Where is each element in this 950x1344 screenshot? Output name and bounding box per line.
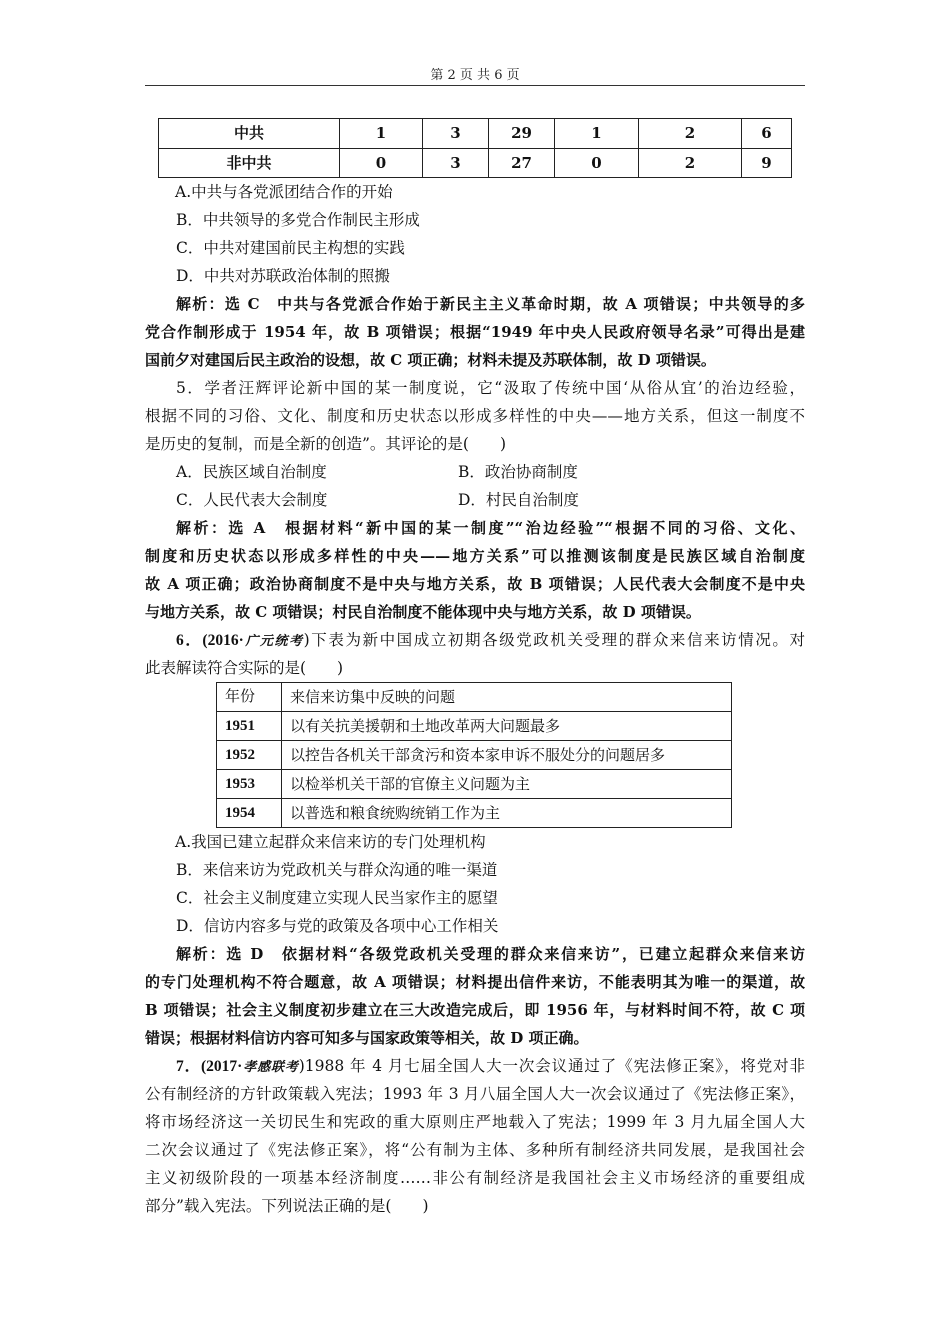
q6-explanation-line: B 项错误；社会主义制度初步建立在三大改造完成后，即 1956 年，与材料时间不符，故 C 项: [145, 1001, 805, 1019]
q5-option-c: C．人民代表大会制度: [176, 491, 328, 509]
letters-visits-table: [216, 682, 732, 828]
party-count-table: [158, 118, 792, 178]
q5-explanation-line: 与地方关系，故 C 项错误；村民自治制度不能体现中央与地方关系，故 D 项错误。: [145, 603, 701, 621]
q5-explanation-line: 制度和历史状态以形成多样性的中央——地方关系”可以推测该制度是民族区域自治制度: [145, 547, 805, 565]
table-cell: 2: [639, 119, 742, 149]
q7-stem-line: 将市场经济这一关切民生和宪政的重大原则庄严地载入了宪法；1999 年 3 月九届全国人大: [145, 1113, 805, 1131]
table-cell: 1953: [217, 770, 282, 799]
q4-explanation-line: 党合作制形成于 1954 年，故 B 项错误；根据“1949 年中央人民政府领导名录”可得出是建: [145, 323, 805, 341]
explanation-label: 解析：: [176, 295, 225, 313]
page-header: 第 2 页 共 6 页: [430, 68, 520, 83]
table-header-row: [217, 683, 732, 712]
q5-explanation-line: 解析：选 A 根据材料“新中国的某一制度”“治边经验”“根据不同的习俗、文化、: [176, 519, 805, 537]
table-cell: 以控告各机关干部贪污和资本家申诉不服处分的问题居多: [282, 741, 732, 770]
q7-source: 孝感联考: [242, 1060, 299, 1075]
table-cell: 以检举机关干部的官僚主义问题为主: [282, 770, 732, 799]
q5-options-row: [145, 458, 805, 486]
table-cell: 0: [555, 148, 639, 178]
q7-stem-line: 7．(2017·孝感联考)1988 年 4 月七届全国人大一次会议通过了《宪法修正案》，将党对非: [176, 1057, 805, 1075]
table-row: [217, 799, 732, 828]
table-cell: 1: [555, 119, 639, 149]
q5-explanation-line: 故 A 项正确；政治协商制度不是中央与地方关系，故 B 项错误；人民代表大会制度不是中央: [145, 575, 805, 593]
q6-explanation-line: 错误；根据材料信访内容可知多与国家政策等相关，故 D 项正确。: [145, 1029, 589, 1047]
q6-source: 广元统考: [243, 634, 304, 649]
q6-option-b: B．来信来访为党政机关与群众沟通的唯一渠道: [176, 861, 498, 879]
table-cell: 0: [340, 148, 423, 178]
q4-explanation-line: 国前夕对建国后民主政治的设想，故 C 项正确；材料未提及苏联体制，故 D 项错误。: [145, 351, 716, 369]
q5-stem-line: 5．学者汪辉评论新中国的某一制度说，它“汲取了传统中国‘从俗从宜’的治边经验，: [176, 379, 805, 397]
q5-stem-line: 根据不同的习俗、文化、制度和历史状态以形成多样性的中央——地方关系，但这一制度不: [145, 407, 805, 425]
q6-explanation-line: 解析：选 D 依据材料“各级党政机关受理的群众来信来访”，已建立起群众来信来访: [176, 945, 805, 963]
table-cell: 3: [423, 119, 489, 149]
table-row: [217, 770, 732, 799]
q6-option-a: A.我国已建立起群众来信来访的专门处理机构: [175, 833, 486, 851]
table-row: [217, 712, 732, 741]
table-cell: 1: [340, 119, 423, 149]
header-rule: [145, 85, 805, 86]
q4-explanation-line: 解析：选 C 中共与各党派合作始于新民主主义革命时期，故 A 项错误；中共领导的多: [176, 295, 805, 313]
table-cell: 1952: [217, 741, 282, 770]
q7-stem-line: 主义初级阶段的一项基本经济制度……非公有制经济是我国社会主义市场经济的重要组成: [145, 1169, 805, 1187]
q7-stem-line: 二次会议通过了《宪法修正案》，将“公有制为主体、多种所有制经济共同发展，是我国社会: [145, 1141, 805, 1159]
table-cell: 3: [423, 148, 489, 178]
q6-stem-line: 此表解读符合实际的是( ): [145, 659, 344, 677]
table-header-cell: 年份: [217, 683, 282, 712]
table-cell: 29: [489, 119, 555, 149]
q5-option-a: A．民族区域自治制度: [176, 463, 327, 481]
q6-stem-line: 6．(2016·广元统考)下表为新中国成立初期各级党政机关受理的群众来信来访情况。对: [176, 631, 805, 649]
q4-option-c: C．中共对建国前民主构想的实践: [176, 239, 405, 257]
q6-option-c: C．社会主义制度建立实现人民当家作主的愿望: [176, 889, 498, 907]
table-cell: 非中共: [159, 148, 340, 178]
table-cell: 9: [742, 148, 792, 178]
q4-option-d: D．中共对苏联政治体制的照搬: [176, 267, 390, 285]
q7-stem-line: 部分”载入宪法。下列说法正确的是( ): [145, 1197, 429, 1215]
q4-option-a: A.中共与各党派团结合作的开始: [175, 183, 393, 201]
explanation-label: 解析：: [176, 519, 229, 537]
q6-explanation-line: 的专门处理机构不符合题意，故 A 项错误；材料提出信件来访，不能表明其为唯一的渠道，故: [145, 973, 805, 991]
table-cell: 中共: [159, 119, 340, 149]
q5-stem-line: 是历史的复制，而是全新的创造”。其评论的是( ): [145, 435, 507, 453]
q5-options-row: [145, 486, 805, 514]
table-cell: 以有关抗美援朝和土地改革两大问题最多: [282, 712, 732, 741]
table-header-cell: 来信来访集中反映的问题: [282, 683, 732, 712]
table-cell: 6: [742, 119, 792, 149]
q5-option-b: B．政治协商制度: [458, 463, 578, 481]
page-content: [145, 118, 805, 1220]
table-cell: 1951: [217, 712, 282, 741]
table-row: [159, 148, 792, 178]
table-cell: 以普选和粮食统购统销工作为主: [282, 799, 732, 828]
table-cell: 2: [639, 148, 742, 178]
q6-option-d: D．信访内容多与党的政策及各项中心工作相关: [176, 917, 499, 935]
table-cell: 27: [489, 148, 555, 178]
explanation-label: 解析：: [176, 945, 227, 963]
q5-option-d: D．村民自治制度: [458, 491, 579, 509]
table-cell: 1954: [217, 799, 282, 828]
table-row: [217, 741, 732, 770]
q4-option-b: B．中共领导的多党合作制民主形成: [176, 211, 420, 229]
table-row: [159, 119, 792, 149]
q7-stem-line: 公有制经济的方针政策载入宪法；1993 年 3 月八届全国人大一次会议通过了《宪法修正案》，: [145, 1085, 805, 1103]
